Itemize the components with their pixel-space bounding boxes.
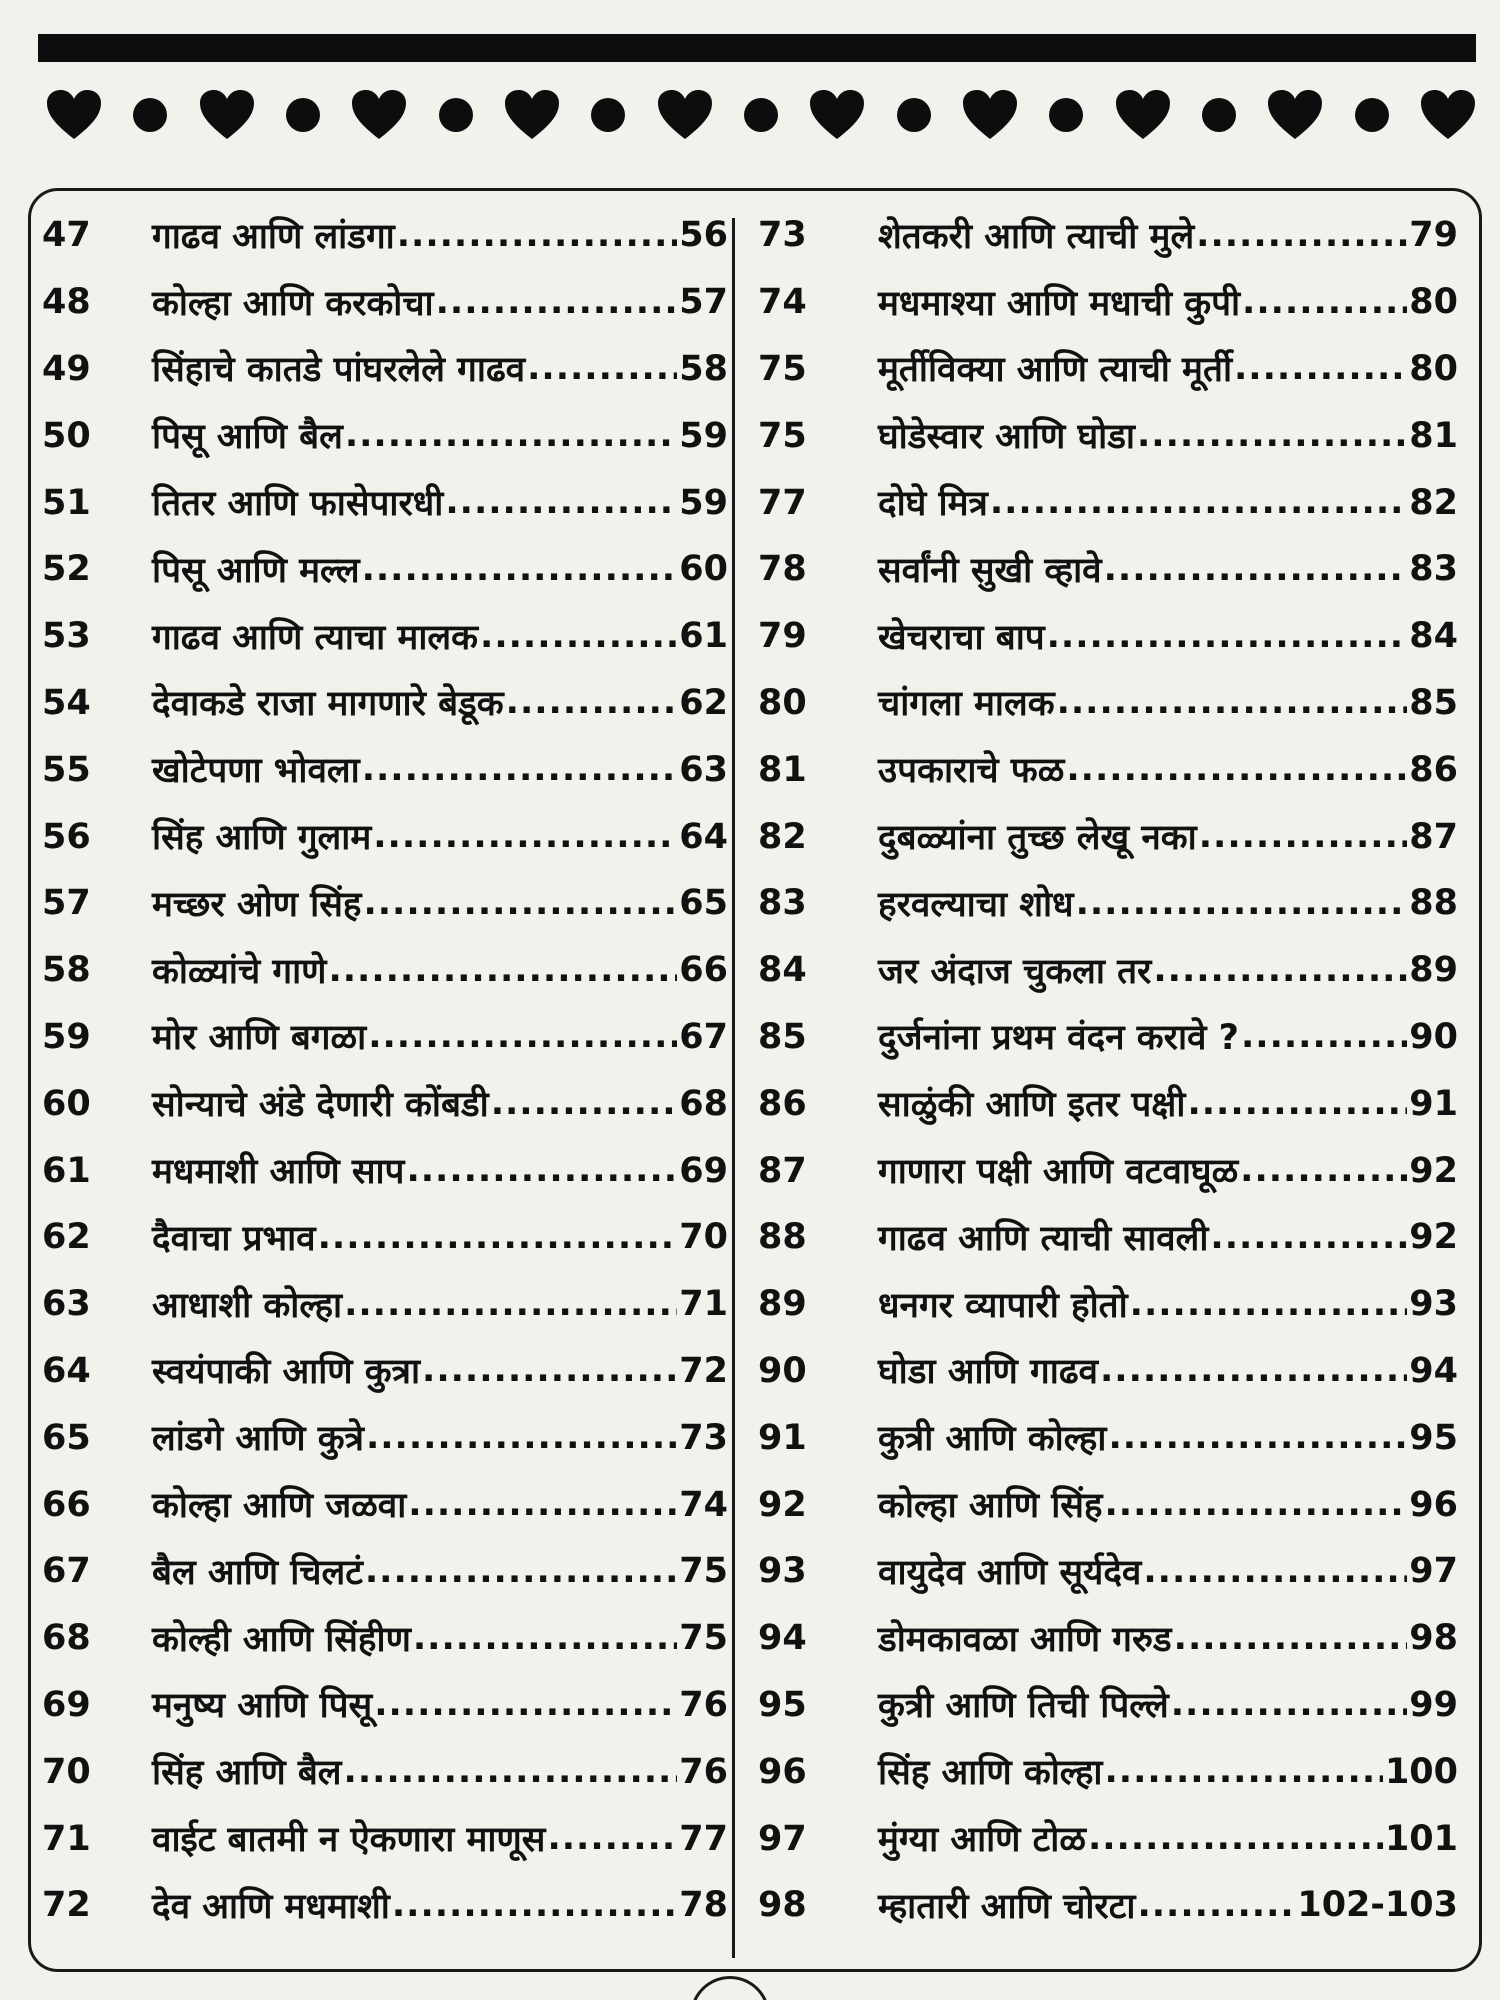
entry-title: कोळ्यांचे गाणे <box>152 951 327 992</box>
toc-entry <box>42 1137 728 1204</box>
entry-page-number: 101 <box>1384 1818 1458 1859</box>
dot-icon <box>741 95 781 135</box>
toc-entry <box>42 402 728 469</box>
entry-page-number: 97 <box>1409 1551 1458 1592</box>
entry-title: गाणारा पक्षी आणि वटवाघूळ <box>878 1152 1239 1193</box>
entry-page-number: 87 <box>1409 816 1458 857</box>
dot-leader <box>1108 1417 1407 1471</box>
entry-number: 73 <box>758 215 807 256</box>
entry-number: 78 <box>758 549 807 590</box>
dot-leader <box>344 1284 677 1338</box>
entry-title: मुंग्या आणि टोळ <box>878 1820 1086 1861</box>
toc-entry <box>758 1271 1458 1338</box>
dot-leader <box>374 1684 677 1738</box>
entry-page-number: 100 <box>1384 1751 1458 1792</box>
entry-number: 75 <box>758 348 807 389</box>
entry-title: जर अंदाज चुकला तर <box>878 951 1152 992</box>
dot-icon <box>894 95 934 135</box>
toc-entry <box>42 1004 728 1071</box>
toc-entry <box>42 1471 728 1538</box>
entry-title: खोटेपणा भोवला <box>152 751 360 792</box>
toc-left-column <box>42 202 728 1939</box>
dot-leader <box>413 1618 677 1672</box>
toc-entry <box>758 803 1458 870</box>
dot-leader <box>1130 1284 1408 1338</box>
entry-number: 97 <box>758 1818 807 1859</box>
toc-entry <box>758 336 1458 403</box>
entry-page-number: 78 <box>679 1885 728 1926</box>
entry-title: साळुंकी आणि इतर पक्षी <box>878 1085 1186 1126</box>
entry-number: 98 <box>758 1885 807 1926</box>
dot-leader <box>368 1016 677 1070</box>
entry-page-number: 91 <box>1409 1083 1458 1124</box>
entry-page-number: 88 <box>1409 883 1458 924</box>
dot-leader <box>506 682 678 736</box>
entry-page-number: 65 <box>679 883 728 924</box>
entry-number: 79 <box>758 616 807 657</box>
toc-entry <box>42 536 728 603</box>
dot-leader <box>1199 816 1408 870</box>
entry-title: शेतकरी आणि त्याची मुले <box>878 216 1195 257</box>
entry-page-number: 75 <box>679 1618 728 1659</box>
dot-icon <box>283 95 323 135</box>
entry-number: 74 <box>758 282 807 323</box>
toc-entry <box>42 1338 728 1405</box>
entry-number: 47 <box>42 215 91 256</box>
entry-page-number: 63 <box>679 749 728 790</box>
dot-leader <box>366 1417 677 1471</box>
entry-title: म्हातारी आणि चोरटा <box>878 1886 1136 1927</box>
heart-icon <box>809 89 865 141</box>
entry-page-number: 80 <box>1409 282 1458 323</box>
page-number-arc <box>690 1976 770 2000</box>
toc-entry <box>758 469 1458 536</box>
entry-number: 57 <box>42 883 91 924</box>
entry-page-number: 95 <box>1409 1417 1458 1458</box>
toc-entry <box>42 1805 728 1872</box>
entry-number: 64 <box>42 1350 91 1391</box>
dot-leader <box>362 549 678 603</box>
entry-number: 94 <box>758 1618 807 1659</box>
dot-leader <box>1171 1684 1408 1738</box>
dot-leader <box>1076 883 1408 937</box>
entry-title: उपकाराचे फळ <box>878 751 1065 792</box>
dot-leader <box>344 1751 678 1805</box>
entry-page-number: 79 <box>1409 215 1458 256</box>
toc-entry <box>758 402 1458 469</box>
entry-number: 84 <box>758 950 807 991</box>
top-rule-bar <box>38 34 1476 62</box>
entry-page-number: 83 <box>1409 549 1458 590</box>
toc-entry <box>758 670 1458 737</box>
toc-entry <box>758 736 1458 803</box>
entry-page-number: 64 <box>679 816 728 857</box>
entry-title: कोल्हा आणि सिंह <box>878 1486 1103 1527</box>
entry-title: वायुदेव आणि सूर्यदेव <box>878 1552 1142 1593</box>
entry-number: 58 <box>42 950 91 991</box>
entry-number: 87 <box>758 1150 807 1191</box>
entry-page-number: 80 <box>1409 348 1458 389</box>
entry-number: 52 <box>42 549 91 590</box>
dot-leader <box>1153 950 1407 1004</box>
entry-page-number: 84 <box>1409 616 1458 657</box>
dot-leader <box>408 1484 677 1538</box>
entry-page-number: 90 <box>1409 1016 1458 1057</box>
heart-icon <box>46 89 102 141</box>
entry-number: 72 <box>42 1885 91 1926</box>
toc-entry <box>42 1872 728 1939</box>
entry-page-number: 92 <box>1409 1150 1458 1191</box>
dot-leader <box>436 282 678 336</box>
entry-title: कुत्री आणि कोल्हा <box>878 1419 1107 1460</box>
dot-leader <box>392 1885 677 1939</box>
entry-title: धनगर व्यापारी होतो <box>878 1285 1128 1326</box>
entry-title: कोल्हा आणि जळवा <box>152 1486 407 1527</box>
toc-entry <box>758 603 1458 670</box>
column-divider <box>732 218 735 1958</box>
entry-number: 92 <box>758 1484 807 1525</box>
entry-page-number: 98 <box>1409 1618 1458 1659</box>
dot-leader <box>1066 749 1407 803</box>
entry-page-number: 62 <box>679 682 728 723</box>
entry-title: मधमाश्या आणि मधाची कुपी <box>878 283 1241 324</box>
dot-leader <box>1240 1150 1407 1204</box>
toc-entry <box>42 870 728 937</box>
toc-entry <box>758 1204 1458 1271</box>
entry-number: 65 <box>42 1417 91 1458</box>
heart-icon <box>504 89 560 141</box>
entry-number: 93 <box>758 1551 807 1592</box>
entry-number: 86 <box>758 1083 807 1124</box>
dot-icon <box>130 95 170 135</box>
toc-entry <box>42 937 728 1004</box>
entry-title: दुबळ्यांना तुच्छ लेखू नका <box>878 818 1197 859</box>
entry-title: खेचराचा बाप <box>878 617 1045 658</box>
dot-leader <box>547 1818 677 1872</box>
entry-page-number: 77 <box>679 1818 728 1859</box>
toc-entry <box>42 336 728 403</box>
dot-leader <box>365 1551 677 1605</box>
dot-leader <box>1174 1618 1408 1672</box>
entry-page-number: 61 <box>679 616 728 657</box>
entry-title: डोमकावळा आणि गरुड <box>878 1619 1172 1660</box>
entry-number: 75 <box>758 415 807 456</box>
dot-icon <box>1352 95 1392 135</box>
entry-number: 91 <box>758 1417 807 1458</box>
entry-title: बैल आणि चिलटं <box>152 1552 363 1593</box>
entry-title: घोडेस्वार आणि घोडा <box>878 417 1135 458</box>
toc-entry <box>42 1538 728 1605</box>
toc-entry <box>758 269 1458 336</box>
entry-number: 88 <box>758 1217 807 1258</box>
dot-leader <box>480 616 677 670</box>
entry-page-number: 70 <box>679 1217 728 1258</box>
heart-icon <box>1420 89 1476 141</box>
entry-title: सर्वांनी सुखी व्हावे <box>878 550 1102 591</box>
entry-page-number: 93 <box>1409 1284 1458 1325</box>
toc-entry <box>758 1070 1458 1137</box>
entry-number: 83 <box>758 883 807 924</box>
entry-title: सिंह आणि बैल <box>152 1753 342 1794</box>
entry-title: सिंहाचे कातडे पांघरलेले गाढव <box>152 350 526 391</box>
entry-page-number: 81 <box>1409 415 1458 456</box>
entry-number: 67 <box>42 1551 91 1592</box>
entry-title: दैवाचा प्रभाव <box>152 1218 316 1259</box>
dot-leader <box>527 348 677 402</box>
heart-icon <box>351 89 407 141</box>
entry-number: 80 <box>758 682 807 723</box>
dot-icon <box>436 95 476 135</box>
entry-number: 77 <box>758 482 807 523</box>
entry-title: कोल्हा आणि करकोचा <box>152 283 434 324</box>
entry-page-number: 59 <box>679 415 728 456</box>
entry-page-number: 57 <box>679 282 728 323</box>
toc-entry <box>42 670 728 737</box>
heart-icon <box>962 89 1018 141</box>
entry-page-number: 82 <box>1409 482 1458 523</box>
dot-leader <box>445 482 677 536</box>
dot-leader <box>1105 1484 1408 1538</box>
toc-entry <box>758 1605 1458 1672</box>
entry-title: लांडगे आणि कुत्रे <box>152 1419 364 1460</box>
entry-number: 51 <box>42 482 91 523</box>
entry-number: 95 <box>758 1684 807 1725</box>
dot-leader <box>1105 1751 1383 1805</box>
entry-page-number: 72 <box>679 1350 728 1391</box>
entry-page-number: 69 <box>679 1150 728 1191</box>
toc-entry <box>758 1137 1458 1204</box>
heart-icon <box>657 89 713 141</box>
entry-number: 82 <box>758 816 807 857</box>
entry-title: हरवल्याचा शोध <box>878 884 1074 925</box>
entry-number: 89 <box>758 1284 807 1325</box>
entry-title: दोघे मित्र <box>878 484 988 525</box>
dot-leader <box>1047 616 1408 670</box>
ornament-border <box>46 80 1476 150</box>
entry-title: वाईट बातमी न ऐकणारा माणूस <box>152 1820 546 1861</box>
toc-entry <box>758 536 1458 603</box>
dot-leader <box>362 749 678 803</box>
entry-title: गाढव आणि त्याचा मालक <box>152 617 479 658</box>
dot-leader <box>1137 415 1407 469</box>
entry-number: 96 <box>758 1751 807 1792</box>
entry-title: मनुष्य आणि पिसू <box>152 1686 373 1727</box>
dot-leader <box>1143 1551 1407 1605</box>
toc-entry <box>758 1672 1458 1739</box>
entry-title: घोडा आणि गाढव <box>878 1352 1098 1393</box>
entry-number: 69 <box>42 1684 91 1725</box>
dot-leader <box>1234 348 1407 402</box>
toc-entry <box>42 1271 728 1338</box>
heart-icon <box>199 89 255 141</box>
entry-title: कुत्री आणि तिची पिल्ले <box>878 1686 1169 1727</box>
entry-page-number: 94 <box>1409 1350 1458 1391</box>
dot-leader <box>1057 682 1408 736</box>
entry-page-number: 59 <box>679 482 728 523</box>
dot-leader <box>1137 1885 1295 1939</box>
dot-leader <box>345 415 677 469</box>
entry-number: 63 <box>42 1284 91 1325</box>
entry-title: देवाकडे राजा मागणारे बेडूक <box>152 684 504 725</box>
entry-number: 56 <box>42 816 91 857</box>
toc-entry <box>758 202 1458 269</box>
toc-entry <box>758 937 1458 1004</box>
entry-title: मोर आणि बगळा <box>152 1018 367 1059</box>
entry-title: सोन्याचे अंडे देणारी कोंबडी <box>152 1085 489 1126</box>
entry-page-number: 68 <box>679 1083 728 1124</box>
entry-page-number: 56 <box>679 215 728 256</box>
toc-entry <box>758 1738 1458 1805</box>
dot-leader <box>1210 1217 1407 1271</box>
heart-icon <box>1267 89 1323 141</box>
toc-entry <box>758 870 1458 937</box>
entry-number: 81 <box>758 749 807 790</box>
entry-title: पिसू आणि बैल <box>152 417 343 458</box>
entry-page-number: 86 <box>1409 749 1458 790</box>
toc-entry <box>42 1070 728 1137</box>
entry-page-number: 96 <box>1409 1484 1458 1525</box>
entry-title: गाढव आणि लांडगा <box>152 216 395 257</box>
toc-entry <box>42 469 728 536</box>
entry-page-number: 102-103 <box>1297 1885 1458 1926</box>
dot-icon <box>1046 95 1086 135</box>
toc-entry <box>42 603 728 670</box>
entry-number: 71 <box>42 1818 91 1859</box>
toc-entry <box>42 1605 728 1672</box>
entry-page-number: 92 <box>1409 1217 1458 1258</box>
dot-leader <box>397 215 678 269</box>
toc-entry <box>42 269 728 336</box>
entry-page-number: 67 <box>679 1016 728 1057</box>
dot-leader <box>1241 1016 1407 1070</box>
entry-number: 50 <box>42 415 91 456</box>
toc-entry <box>758 1404 1458 1471</box>
entry-title: मच्छर ओण सिंह <box>152 884 362 925</box>
heart-icon <box>1115 89 1171 141</box>
entry-title: गाढव आणि त्याची सावली <box>878 1218 1209 1259</box>
toc-entry <box>758 1471 1458 1538</box>
entry-page-number: 60 <box>679 549 728 590</box>
entry-number: 48 <box>42 282 91 323</box>
entry-number: 90 <box>758 1350 807 1391</box>
entry-page-number: 66 <box>679 950 728 991</box>
toc-entry <box>42 1738 728 1805</box>
entry-page-number: 76 <box>679 1684 728 1725</box>
dot-leader <box>406 1150 677 1204</box>
entry-title: मधमाशी आणि साप <box>152 1152 405 1193</box>
dot-leader <box>1196 215 1407 269</box>
dot-leader <box>363 883 677 937</box>
dot-leader <box>1104 549 1408 603</box>
entry-page-number: 85 <box>1409 682 1458 723</box>
toc-entry <box>758 1338 1458 1405</box>
entry-number: 85 <box>758 1016 807 1057</box>
dot-icon <box>1199 95 1239 135</box>
entry-page-number: 73 <box>679 1417 728 1458</box>
toc-entry <box>758 1004 1458 1071</box>
toc-right-column <box>758 202 1458 1939</box>
entry-title: तितर आणि फासेपारधी <box>152 484 444 525</box>
entry-number: 55 <box>42 749 91 790</box>
entry-number: 53 <box>42 616 91 657</box>
dot-leader <box>328 950 677 1004</box>
entry-page-number: 58 <box>679 348 728 389</box>
entry-number: 66 <box>42 1484 91 1525</box>
entry-page-number: 76 <box>679 1751 728 1792</box>
dot-leader <box>990 482 1407 536</box>
toc-entry <box>42 1404 728 1471</box>
toc-entry <box>758 1538 1458 1605</box>
entry-page-number: 99 <box>1409 1684 1458 1725</box>
dot-leader <box>318 1217 678 1271</box>
entry-title: दुर्जनांना प्रथम वंदन करावे ? <box>878 1018 1239 1059</box>
dot-icon <box>588 95 628 135</box>
entry-number: 68 <box>42 1618 91 1659</box>
entry-number: 61 <box>42 1150 91 1191</box>
dot-leader <box>1187 1083 1407 1137</box>
entry-number: 49 <box>42 348 91 389</box>
entry-number: 70 <box>42 1751 91 1792</box>
toc-entry <box>42 1672 728 1739</box>
entry-title: सिंह आणि गुलाम <box>152 818 372 859</box>
dot-leader <box>1242 282 1407 336</box>
entry-page-number: 71 <box>679 1284 728 1325</box>
entry-page-number: 75 <box>679 1551 728 1592</box>
dot-leader <box>1088 1818 1383 1872</box>
dot-leader <box>373 816 677 870</box>
toc-entry <box>42 736 728 803</box>
toc-entry <box>758 1805 1458 1872</box>
entry-title: स्वयंपाकी आणि कुत्रा <box>152 1352 421 1393</box>
toc-entry <box>758 1872 1458 1939</box>
entry-number: 60 <box>42 1083 91 1124</box>
entry-title: पिसू आणि मल्ल <box>152 550 360 591</box>
entry-title: देव आणि मधमाशी <box>152 1886 390 1927</box>
entry-number: 59 <box>42 1016 91 1057</box>
entry-title: कोल्ही आणि सिंहीण <box>152 1619 411 1660</box>
dot-leader <box>422 1350 677 1404</box>
entry-page-number: 89 <box>1409 950 1458 991</box>
entry-title: चांगला मालक <box>878 684 1055 725</box>
entry-number: 62 <box>42 1217 91 1258</box>
dot-leader <box>1100 1350 1407 1404</box>
toc-entry <box>42 202 728 269</box>
entry-title: सिंह आणि कोल्हा <box>878 1753 1103 1794</box>
toc-entry <box>42 1204 728 1271</box>
entry-title: मूर्तीविक्या आणि त्याची मूर्ती <box>878 350 1233 391</box>
dot-leader <box>491 1083 678 1137</box>
entry-page-number: 74 <box>679 1484 728 1525</box>
toc-entry <box>42 803 728 870</box>
entry-title: आधाशी कोल्हा <box>152 1285 343 1326</box>
entry-number: 54 <box>42 682 91 723</box>
